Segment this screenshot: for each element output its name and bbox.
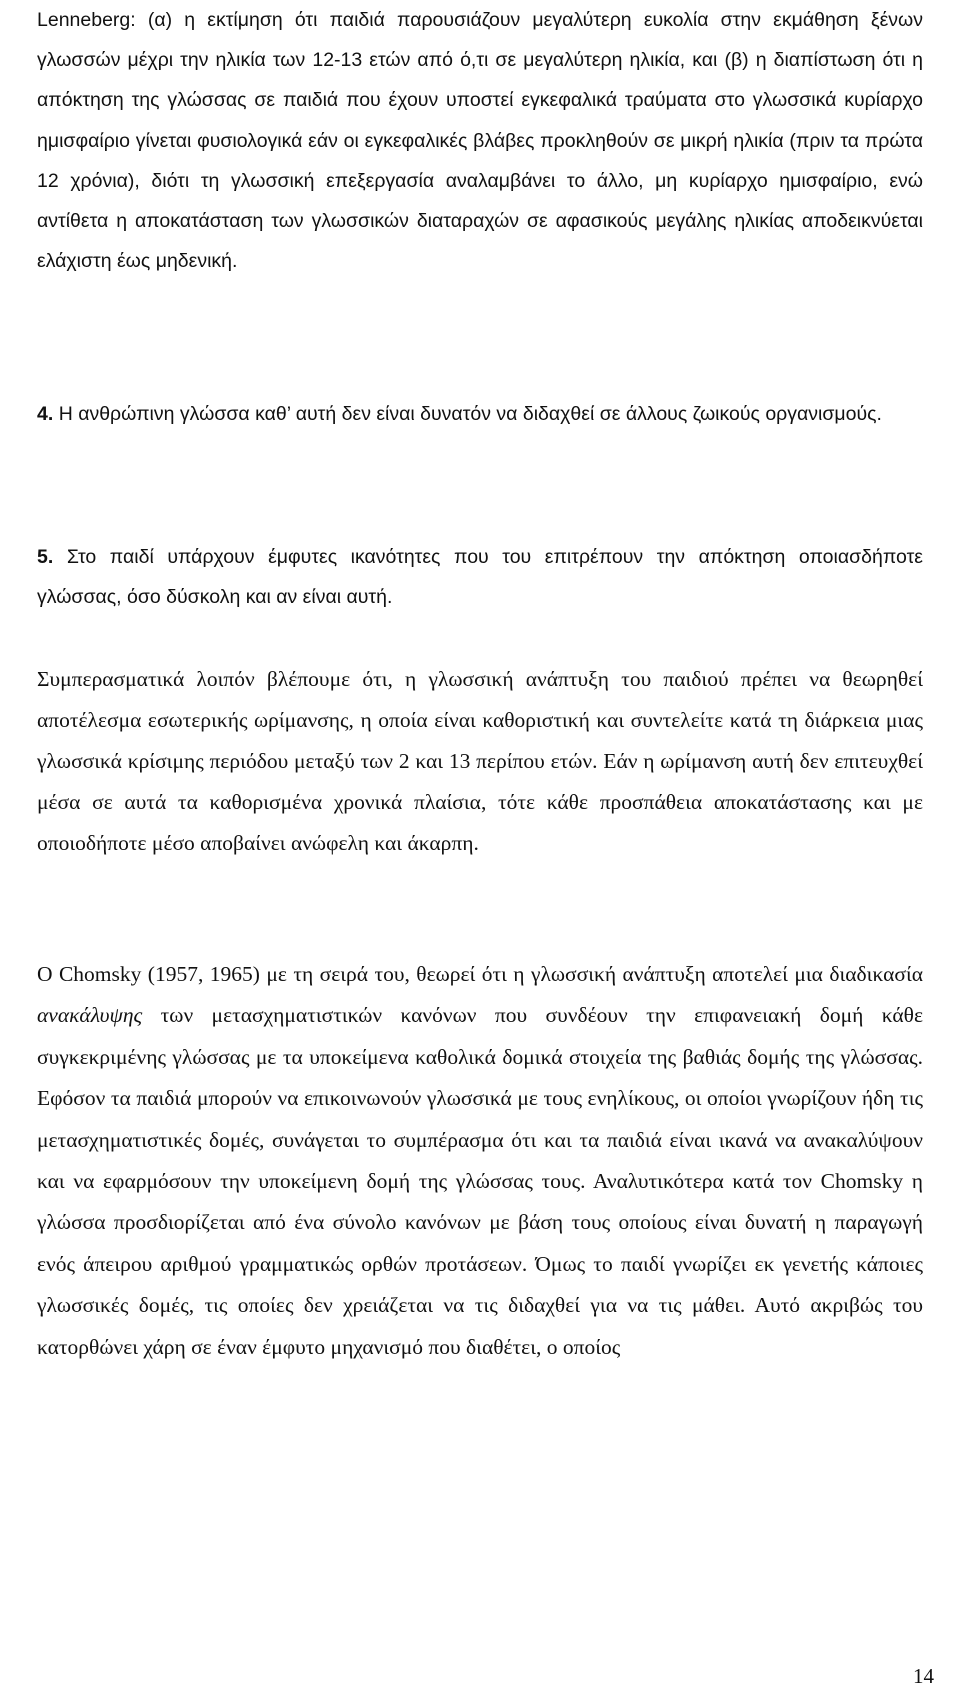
list-item-4 [37,394,923,434]
list-item-text: Η ανθρώπινη γλώσσα καθ’ αυτή δεν είναι δυνατόν να διδαχθεί σε άλλους ζωικούς οργανισμούς. [58,403,882,425]
page-number: 14 [913,1664,934,1688]
italic-term: ανακάλυψης [37,1003,143,1028]
chomsky-text-start: Ο Chomsky (1957, 1965) με τη σειρά του, θεωρεί ότι η γλωσσική ανάπτυξη αποτελεί μια διαδικασία [37,962,923,986]
list-item-number: 5. [37,546,54,568]
list-item-number: 4. [37,403,54,425]
intro-paragraph: Lenneberg: (α) η εκτίμηση ότι παιδιά παρουσιάζουν μεγαλύτερη ευκολία στην εκμάθηση ξένων γλωσσών μέχρι την ηλικία των 12-13 ετών από ό,τι σε μεγαλύτερη ηλικία, και (β) η διαπίστωση ότι η απόκτηση της γλώσσας σε παιδιά που έχουν υποστεί εγκεφαλικά τραύματα στο γλωσσικά κυρίαρχο ημισφαίριο γίνεται φυσιολογικά εάν οι εγκεφαλικές βλάβες προκληθούν σε μικρή ηλικία (πριν τα πρώτα 12 χρόνια), διότι τη γλωσσική επεξεργασία αναλαμβάνει το άλλο, μη κυρίαρχο ημισφαίριο, ενώ αντίθετα η αποκατάσταση των γλωσσικών διαταραχών σε αφασικούς μεγάλης ηλικίας αποδεικνύεται ελάχιστη έως μηδενική. [37,9,923,273]
chomsky-paragraph [37,954,923,1368]
list-item-text: Στο παιδί υπάρχουν έμφυτες ικανότητες που του επιτρέπουν την απόκτηση οποιασδήποτε γλώσσας, όσο δύσκολη και αν είναι αυτή. [37,546,923,609]
list-item-5 [37,537,923,617]
chomsky-text-rest: των μετασχηματιστικών κανόνων που συνδέουν την επιφανειακή δομή κάθε συγκεκριμένης γλώσσας με τα υποκείμενα καθολικά δομικά στοιχεία της βαθιάς δομής της γλώσσας. Εφόσον τα παιδιά μπορούν να επικοινωνούν γλωσσικά με τους ενηλίκους, οι οποίοι γνωρίζουν ήδη τις μετασχηματιστικές δομές, συνάγεται το συμπέρασμα ότι και τα παιδιά είναι ικανά να ανακαλύψουν και να εφαρμόσουν την υποκείμενη δομή της γλώσσας τους. Αναλυτικότερα κατά τον Chomsky η γλώσσα προσδιορίζεται από ένα σύνολο κανόνων με βάση τους οποίους είναι δυνατή η παραγωγή ενός άπειρου αριθμού γραμματικώς ορθών προτάσεων. Όμως το παιδί γνωρίζει εκ γενετής κάποιες γλωσσικές δομές, τις οποίες δεν χρειάζεται να τις διδαχθεί για να τις μάθει. Αυτό ακριβώς του κατορθώνει χάρη σε έναν έμφυτο μηχανισμό που διαθέτει, ο οποίος [37,1003,923,1359]
conclusion-paragraph: Συμπερασματικά λοιπόν βλέπουμε ότι, η γλωσσική ανάπτυξη του παιδιού πρέπει να θεωρηθεί αποτέλεσμα εσωτερικής ωρίμανσης, η οποία είναι καθοριστική και συντελείτε κατά τη διάρκεια μιας γλωσσικά κρίσιμης περιόδου μεταξύ των 2 και 13 περίπου ετών. Εάν η ωρίμανση αυτή δεν επιτευχθεί μέσα σε αυτά τα καθορισμένα χρονικά πλαίσια, τότε κάθε προσπάθεια αποκατάστασης και με οποιοδήποτε μέσο αποβαίνει ανώφελη και άκαρπη. [37,667,923,856]
